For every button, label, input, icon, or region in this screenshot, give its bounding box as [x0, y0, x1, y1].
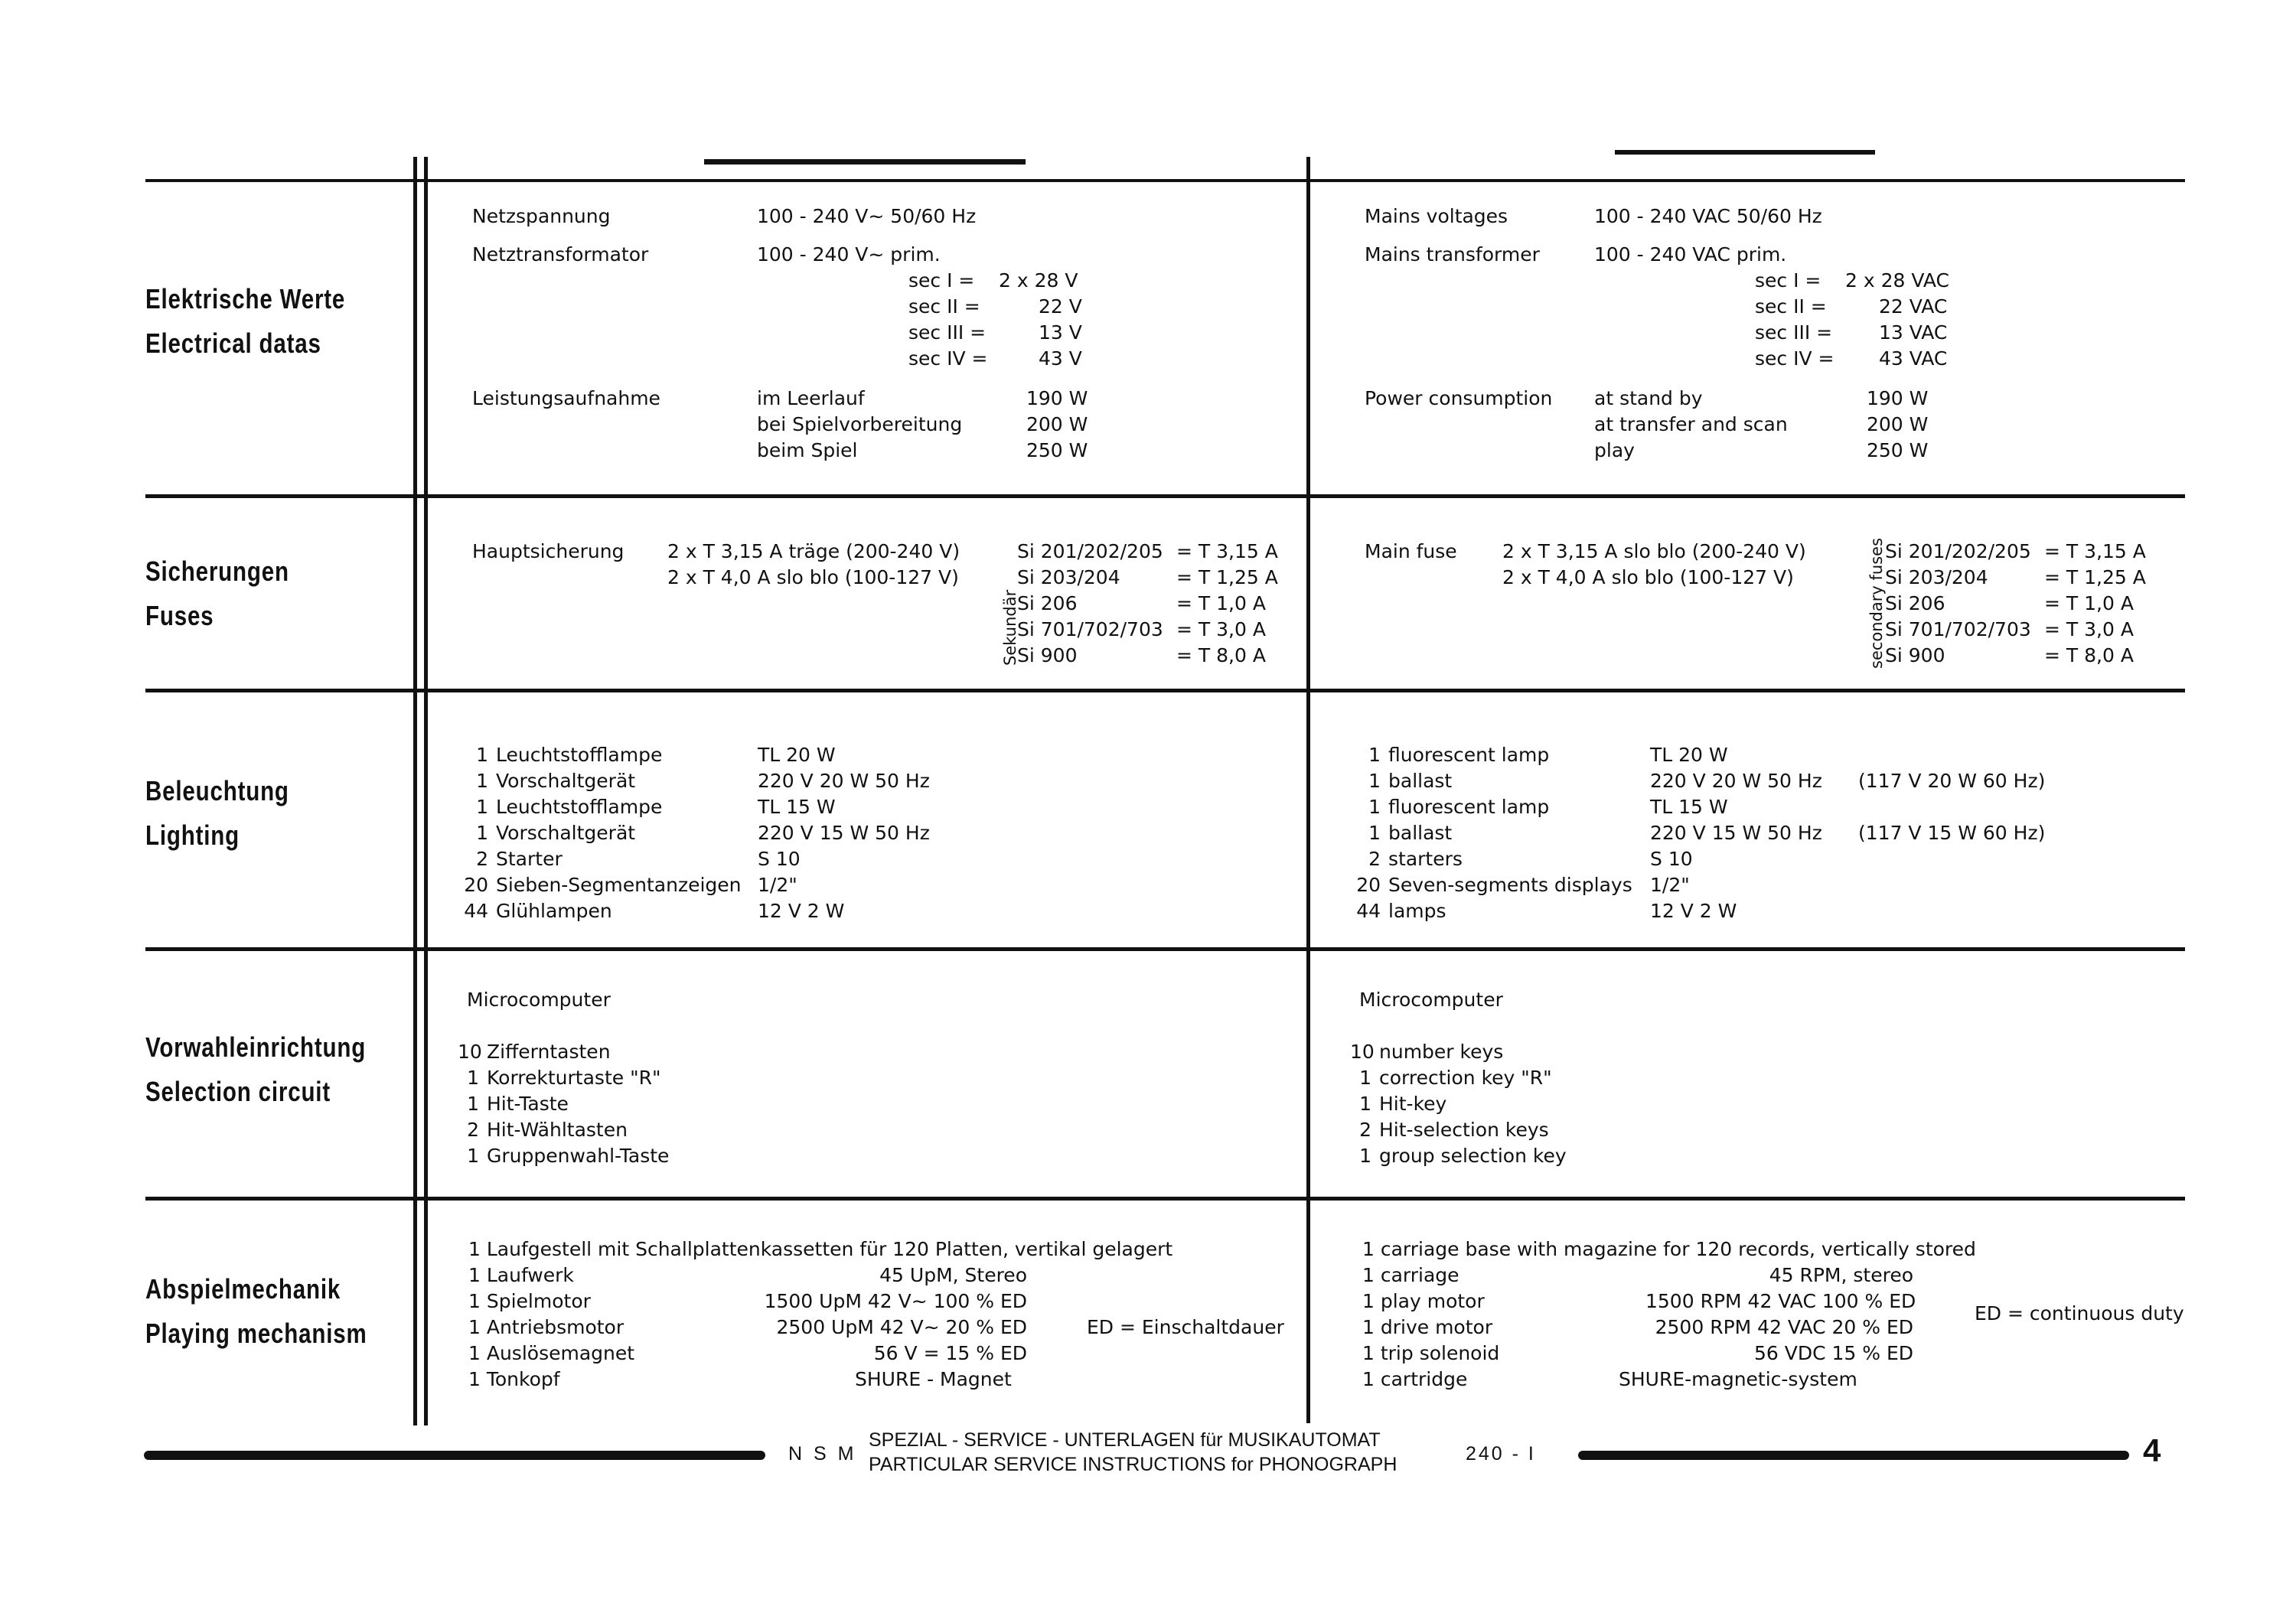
grid-vline-left-b — [424, 157, 428, 1425]
sec-val: 43 VAC — [1879, 347, 1948, 370]
vertical-label: Sekundär — [1001, 589, 1019, 666]
qty: 1 — [1368, 796, 1381, 818]
fuse-name: Si 701/702/703 — [1885, 618, 2031, 640]
main-fuse: 2 x T 4,0 A slo blo (100-127 V) — [1502, 566, 1794, 588]
item-name: 1 Laufwerk — [468, 1264, 574, 1286]
main-fuse: 2 x T 4,0 A slo blo (100-127 V) — [667, 566, 959, 588]
footer-bar-right — [1578, 1451, 2129, 1460]
item-name: Leuchtstofflampe — [496, 796, 663, 818]
power-watt: 250 W — [1026, 439, 1088, 461]
fuse-name: Si 203/204 — [1017, 566, 1120, 588]
sec-val: 2 x 28 VAC — [1845, 269, 1949, 292]
sec-val: 43 V — [1039, 347, 1082, 370]
footer-line-2: PARTICULAR SERVICE INSTRUCTIONS for PHONOGRAPH — [869, 1454, 1397, 1475]
item-name: correction key "R" — [1379, 1067, 1552, 1089]
item-spec: TL 15 W — [758, 796, 836, 818]
header-rule-left — [704, 159, 1026, 165]
item-name: 1 Antriebsmotor — [468, 1316, 625, 1338]
item-spec: 1/2" — [758, 874, 797, 896]
item-spec: TL 15 W — [1650, 796, 1728, 818]
fuse-val: = T 1,25 A — [2044, 566, 2146, 588]
fuse-name: Si 201/202/205 — [1885, 540, 2031, 562]
sec-val: 13 VAC — [1879, 321, 1948, 344]
qty: 1 — [467, 1067, 479, 1089]
item-name: Sieben-Segmentanzeigen — [496, 874, 742, 896]
fuse-name: Si 206 — [1017, 592, 1078, 614]
value: 100 - 240 VAC prim. — [1594, 243, 1787, 266]
item-name: ballast — [1388, 822, 1453, 844]
title-en: Selection circuit — [145, 1076, 331, 1107]
qty: 1 — [1359, 1093, 1371, 1115]
item-spec: 45 UpM, Stereo — [879, 1264, 1027, 1286]
item-spec: 220 V 20 W 50 Hz — [1650, 770, 1822, 792]
title-en: Lighting — [145, 819, 240, 851]
power-mode: at stand by — [1594, 387, 1703, 409]
item-spec: 2500 UpM 42 V~ 20 % ED — [776, 1316, 1027, 1338]
sec-val: 13 V — [1039, 321, 1082, 344]
item-spec: S 10 — [1650, 848, 1693, 870]
qty: 20 — [464, 874, 488, 896]
item-name: ballast — [1388, 770, 1453, 792]
qty: 1 — [476, 744, 488, 766]
item-spec: 12 V 2 W — [1650, 900, 1737, 922]
title-en: Fuses — [145, 600, 214, 631]
label: Netzspannung — [472, 205, 611, 227]
power-watt: 250 W — [1867, 439, 1929, 461]
power-mode: im Leerlauf — [757, 387, 865, 409]
fuse-name: Si 201/202/205 — [1017, 540, 1163, 562]
grid-hline-1 — [145, 494, 2185, 498]
power-mode: beim Spiel — [757, 439, 858, 461]
title-de: Abspielmechanik — [145, 1273, 341, 1305]
section-title-selection — [145, 1025, 366, 1114]
sec-name: sec II = — [908, 295, 980, 318]
item-name: 1 play motor — [1362, 1290, 1485, 1312]
fuse-val: = T 3,0 A — [1176, 618, 1266, 640]
item-name: lamps — [1388, 900, 1446, 922]
head: Microcomputer — [467, 989, 611, 1011]
note: ED = continuous duty — [1975, 1302, 2184, 1324]
qty: 44 — [1356, 900, 1381, 922]
title-de: Sicherungen — [145, 556, 289, 587]
label: Netztransformator — [472, 243, 649, 266]
sec-val: 22 V — [1039, 295, 1082, 318]
item-spec: 2500 RPM 42 VAC 20 % ED — [1655, 1316, 1913, 1338]
qty: 1 — [1368, 822, 1381, 844]
value: 100 - 240 VAC 50/60 Hz — [1594, 205, 1822, 227]
title-en: Electrical datas — [145, 327, 321, 359]
label: Mains transformer — [1365, 243, 1540, 266]
sec-val: 2 x 28 V — [999, 269, 1078, 292]
item-spec: 220 V 15 W 50 Hz — [758, 822, 930, 844]
grid-hline-0 — [145, 179, 2185, 182]
title-de: Elektrische Werte — [145, 283, 346, 314]
footer-bar-left — [144, 1451, 765, 1460]
header-rule-right — [1615, 150, 1875, 155]
item-name: Starter — [496, 848, 563, 870]
item-name: Leuchtstofflampe — [496, 744, 663, 766]
power-watt: 190 W — [1867, 387, 1929, 409]
sec-name: sec III = — [1755, 321, 1833, 344]
item-name: fluorescent lamp — [1388, 796, 1550, 818]
item-spec: 56 V = 15 % ED — [873, 1342, 1027, 1364]
footer-line-1: SPEZIAL - SERVICE - UNTERLAGEN für MUSIKAUTOMAT — [869, 1429, 1381, 1451]
first-line: 1 Laufgestell mit Schallplattenkassetten für 120 Platten, vertikal gelagert — [468, 1238, 1173, 1260]
section-title-playing — [145, 1267, 367, 1356]
fuse-val: = T 3,0 A — [2044, 618, 2134, 640]
item-name: 1 Auslösemagnet — [468, 1342, 635, 1364]
fuse-name: Si 900 — [1017, 644, 1078, 666]
qty: 1 — [476, 822, 488, 844]
main-fuse: 2 x T 3,15 A slo blo (200-240 V) — [1502, 540, 1806, 562]
item-name: Gruppenwahl-Taste — [487, 1145, 670, 1167]
title-en: Playing mechanism — [145, 1318, 367, 1349]
power-label: Leistungsaufnahme — [472, 387, 660, 409]
qty: 1 — [1368, 770, 1381, 792]
qty: 44 — [464, 900, 488, 922]
footer-model: 240 - I — [1466, 1443, 1536, 1464]
fuse-val: = T 3,15 A — [1176, 540, 1278, 562]
qty: 1 — [1368, 744, 1381, 766]
item-spec: SHURE - Magnet — [855, 1368, 1012, 1390]
vertical-label: secondary fuses — [1867, 537, 1886, 669]
item-name: group selection key — [1379, 1145, 1567, 1167]
item-spec: SHURE-magnetic-system — [1619, 1368, 1857, 1390]
fuse-val: = T 8,0 A — [1176, 644, 1266, 666]
item-extra: (117 V 20 W 60 Hz) — [1858, 770, 2046, 792]
qty: 2 — [476, 848, 488, 870]
note: ED = Einschaltdauer — [1087, 1316, 1284, 1338]
power-mode: bei Spielvorbereitung — [757, 413, 963, 435]
sec-name: sec IV = — [1755, 347, 1835, 370]
grid-vline-left-a — [413, 157, 417, 1425]
title-de: Beleuchtung — [145, 775, 289, 806]
power-watt: 190 W — [1026, 387, 1088, 409]
main-fuse: 2 x T 3,15 A träge (200-240 V) — [667, 540, 960, 562]
fuse-name: Si 900 — [1885, 644, 1945, 666]
item-name: Zifferntasten — [487, 1041, 611, 1063]
item-name: Hit-Wähltasten — [487, 1119, 628, 1141]
qty: 2 — [1368, 848, 1381, 870]
footer-brand: N S M — [788, 1443, 857, 1464]
qty: 1 — [476, 770, 488, 792]
value: 100 - 240 V~ prim. — [757, 243, 941, 266]
item-name: fluorescent lamp — [1388, 744, 1550, 766]
item-name: Vorschaltgerät — [496, 770, 636, 792]
item-spec: 12 V 2 W — [758, 900, 845, 922]
qty: 1 — [1359, 1145, 1371, 1167]
item-spec: 56 VDC 15 % ED — [1753, 1342, 1913, 1364]
qty: 1 — [467, 1145, 479, 1167]
item-name: Glühlampen — [496, 900, 612, 922]
fuse-val: = T 1,0 A — [2044, 592, 2134, 614]
section-title-fuses — [145, 549, 289, 638]
sec-name: sec I = — [1755, 269, 1821, 292]
item-name: 1 Tonkopf — [468, 1368, 560, 1390]
grid-vline-center — [1306, 157, 1310, 1423]
qty: 10 — [458, 1041, 482, 1063]
item-spec: TL 20 W — [1650, 744, 1728, 766]
grid-hline-3 — [145, 947, 2185, 951]
item-spec: 220 V 15 W 50 Hz — [1650, 822, 1822, 844]
qty: 2 — [1359, 1119, 1371, 1141]
item-name: Hit-selection keys — [1379, 1119, 1549, 1141]
power-label: Power consumption — [1365, 387, 1553, 409]
sec-name: sec II = — [1755, 295, 1827, 318]
label: Hauptsicherung — [472, 540, 625, 562]
item-spec: 1/2" — [1650, 874, 1690, 896]
power-mode: at transfer and scan — [1594, 413, 1788, 435]
power-watt: 200 W — [1867, 413, 1929, 435]
item-name: 1 cartridge — [1362, 1368, 1468, 1390]
fuse-val: = T 3,15 A — [2044, 540, 2146, 562]
item-name: 1 drive motor — [1362, 1316, 1493, 1338]
section-title-lighting — [145, 769, 289, 858]
qty: 1 — [1359, 1067, 1371, 1089]
fuse-val: = T 8,0 A — [2044, 644, 2134, 666]
item-spec: TL 20 W — [758, 744, 836, 766]
item-extra: (117 V 15 W 60 Hz) — [1858, 822, 2046, 844]
item-spec: 45 RPM, stereo — [1769, 1264, 1913, 1286]
item-name: number keys — [1379, 1041, 1504, 1063]
label: Mains voltages — [1365, 205, 1508, 227]
grid-hline-4 — [145, 1197, 2185, 1201]
item-name: 1 Spielmotor — [468, 1290, 591, 1312]
item-name: Vorschaltgerät — [496, 822, 636, 844]
item-name: 1 trip solenoid — [1362, 1342, 1500, 1364]
qty: 10 — [1350, 1041, 1375, 1063]
item-name: starters — [1388, 848, 1463, 870]
value: 100 - 240 V~ 50/60 Hz — [757, 205, 977, 227]
item-spec: S 10 — [758, 848, 801, 870]
sec-name: sec IV = — [908, 347, 988, 370]
fuse-name: Si 206 — [1885, 592, 1945, 614]
power-mode: play — [1594, 439, 1635, 461]
qty: 2 — [467, 1119, 479, 1141]
qty: 1 — [476, 796, 488, 818]
item-spec: 1500 UpM 42 V~ 100 % ED — [764, 1290, 1027, 1312]
qty: 1 — [467, 1093, 479, 1115]
page-number: 4 — [2143, 1432, 2161, 1468]
fuse-name: Si 203/204 — [1885, 566, 1988, 588]
head: Microcomputer — [1359, 989, 1503, 1011]
sec-name: sec III = — [908, 321, 987, 344]
item-spec: 220 V 20 W 50 Hz — [758, 770, 930, 792]
sec-val: 22 VAC — [1879, 295, 1948, 318]
fuse-val: = T 1,0 A — [1176, 592, 1266, 614]
sec-name: sec I = — [908, 269, 975, 292]
item-name: Seven-segments displays — [1388, 874, 1632, 896]
item-name: Hit-key — [1379, 1093, 1447, 1115]
label: Main fuse — [1365, 540, 1457, 562]
title-de: Vorwahleinrichtung — [145, 1031, 367, 1063]
item-name: 1 carriage — [1362, 1264, 1459, 1286]
section-title-electrical — [145, 277, 345, 366]
first-line: 1 carriage base with magazine for 120 records, vertically stored — [1362, 1238, 1976, 1260]
item-name: Hit-Taste — [487, 1093, 569, 1115]
power-watt: 200 W — [1026, 413, 1088, 435]
fuse-name: Si 701/702/703 — [1017, 618, 1163, 640]
fuse-val: = T 1,25 A — [1176, 566, 1278, 588]
item-spec: 1500 RPM 42 VAC 100 % ED — [1645, 1290, 1916, 1312]
item-name: Korrekturtaste "R" — [487, 1067, 661, 1089]
qty: 20 — [1356, 874, 1381, 896]
grid-hline-2 — [145, 689, 2185, 692]
